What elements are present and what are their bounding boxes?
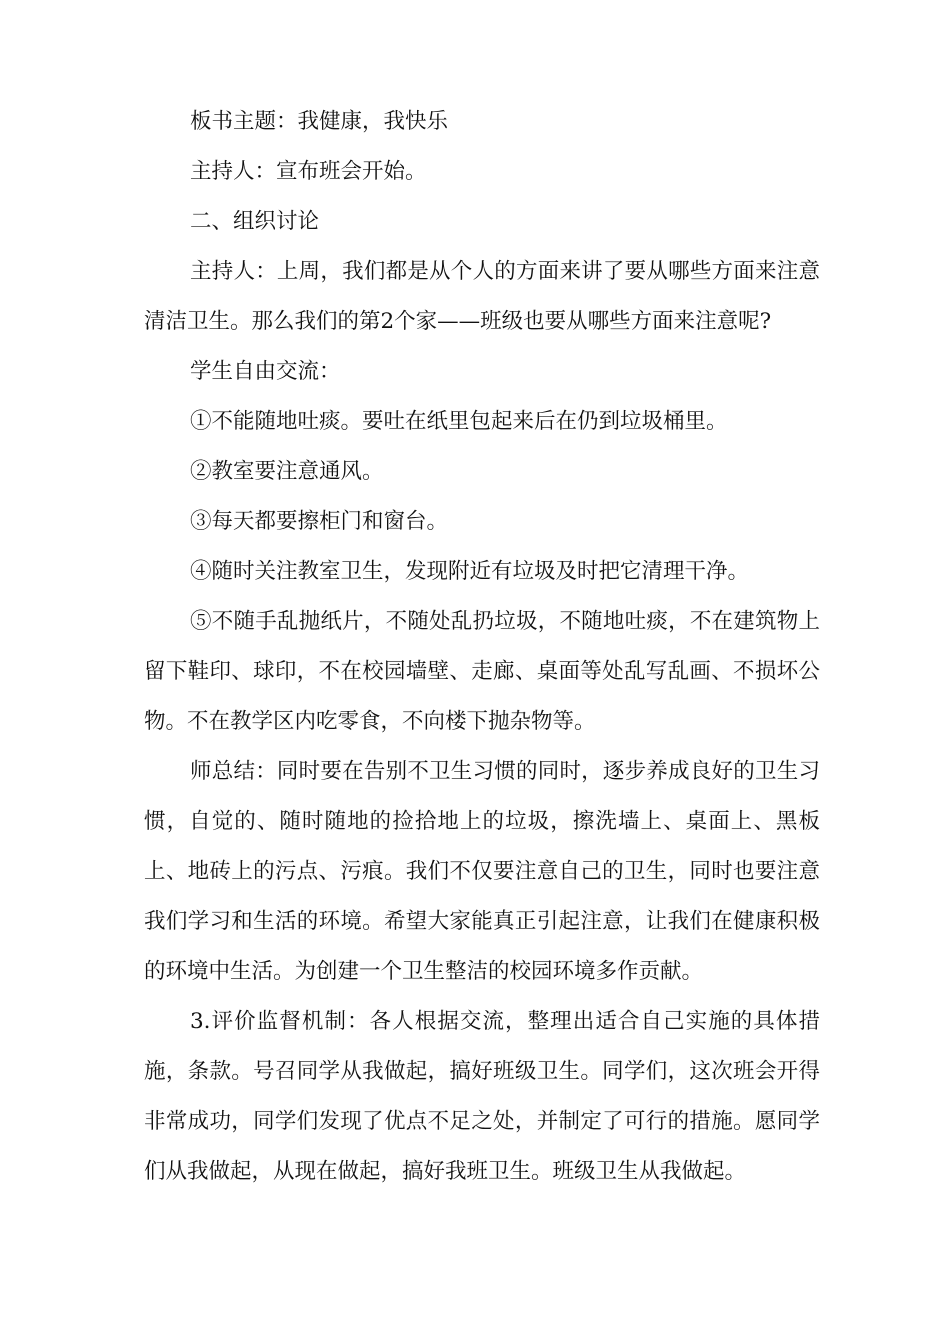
evaluation-mechanism-paragraph: 3.评价监督机制：各人根据交流，整理出适合自己实施的具体措施，条款。号召同学从我做起，搞好班级卫生。同学们，这次班会开得非常成功，同学们发现了优点不足之处，并制定了可行的措施。愿同学们从我做起，从现在做起，搞好我班卫生。班级卫生从我做起。 xyxy=(144,1009,820,1184)
host-question-paragraph: 主持人：上周，我们都是从个人的方面来讲了要从哪些方面来注意清洁卫生。那么我们的第2个家——班级也要从哪些方面来注意呢? xyxy=(144,259,820,334)
host-opening-line: 主持人：宣布班会开始。 xyxy=(190,159,427,184)
document-body xyxy=(144,97,820,1197)
board-topic-line: 板书主题：我健康，我快乐 xyxy=(190,109,449,134)
list-item-1: ①不能随地吐痰。要吐在纸里包起来后在仍到垃圾桶里。 xyxy=(190,409,728,434)
teacher-summary-paragraph: 师总结：同时要在告别不卫生习惯的同时，逐步养成良好的卫生习惯，自觉的、随时随地的捡拾地上的垃圾，擦洗墙上、桌面上、黑板上、地砖上的污点、污痕。我们不仅要注意自己的卫生，同时也要注意我们学习和生活的环境。希望大家能真正引起注意，让我们在健康积极的环境中生活。为创建一个卫生整洁的校园环境多作贡献。 xyxy=(144,759,820,984)
list-item-3: ③每天都要擦柜门和窗台。 xyxy=(190,509,449,534)
list-item-5: ⑤不随手乱抛纸片，不随处乱扔垃圾，不随地吐痰，不在建筑物上留下鞋印、球印，不在校园墙壁、走廊、桌面等处乱写乱画、不损坏公物。不在教学区内吃零食，不向楼下抛杂物等。 xyxy=(144,609,820,734)
list-item-4: ④随时关注教室卫生，发现附近有垃圾及时把它清理干净。 xyxy=(190,559,750,584)
section-heading-discussion: 二、组织讨论 xyxy=(190,209,320,234)
student-exchange-label: 学生自由交流： xyxy=(190,359,341,384)
list-item-2: ②教室要注意通风。 xyxy=(190,459,384,484)
